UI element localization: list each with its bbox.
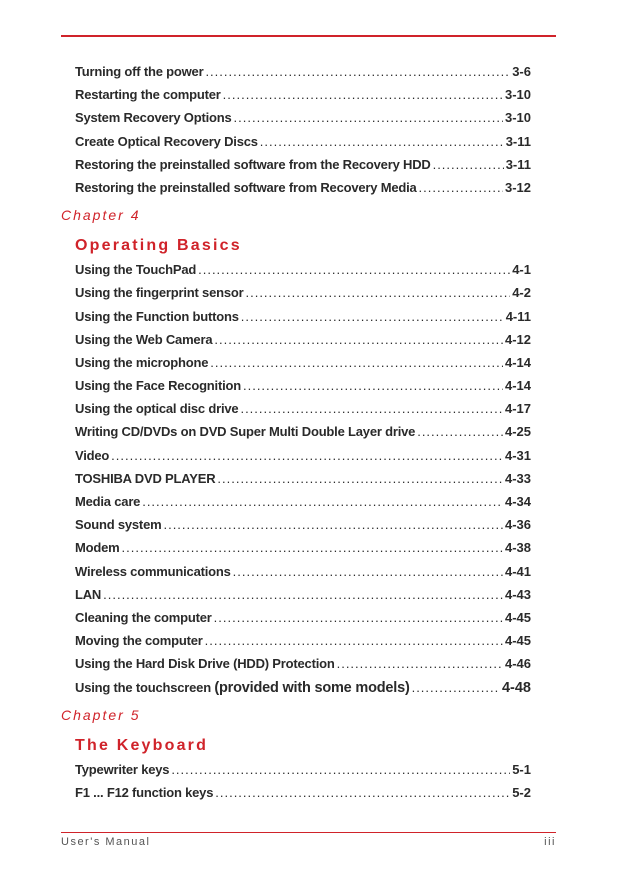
- toc-entry-page: 3-11: [505, 156, 531, 172]
- toc-entry-page: 4-11: [505, 308, 531, 324]
- table-of-contents: [61, 60, 531, 804]
- toc-entry[interactable]: [61, 397, 531, 420]
- leader-dots: [245, 281, 510, 304]
- toc-entry-title: Restoring the preinstalled software from the Recovery HDD: [75, 156, 431, 172]
- toc-entry-title: TOSHIBA DVD PLAYER: [75, 470, 216, 486]
- toc-entry-page: 4-41: [504, 563, 531, 579]
- toc-entry-title: Moving the computer: [75, 633, 203, 649]
- toc-entry[interactable]: [61, 490, 531, 513]
- toc-entry-page: 4-43: [504, 586, 531, 602]
- toc-entry[interactable]: [61, 60, 531, 83]
- toc-entry-page: 3-6: [512, 64, 531, 79]
- toc-entry-title: Turning off the power: [75, 64, 204, 79]
- toc-entry[interactable]: [61, 513, 531, 536]
- toc-entry-title: Restoring the preinstalled software from Recovery Media: [75, 179, 417, 195]
- toc-entry-title: Using the Face Recognition: [75, 378, 241, 394]
- leader-dots: [210, 351, 503, 374]
- toc-entry-title: Using the Web Camera: [75, 331, 213, 347]
- toc-entry-page: 5-1: [512, 761, 531, 777]
- toc-entry[interactable]: [61, 153, 531, 176]
- toc-entry[interactable]: [61, 560, 531, 583]
- leader-dots: [417, 420, 503, 443]
- toc-entry[interactable]: [61, 130, 531, 153]
- chapter-title[interactable]: Operating Basics: [75, 237, 242, 255]
- toc-entry-page: 4-14: [504, 354, 531, 370]
- toc-entry-title: Cleaning the computer: [75, 609, 212, 625]
- toc-entry-page: 4-31: [504, 447, 531, 463]
- toc-entry-page: 4-38: [504, 540, 531, 556]
- toc-entry-title: Media care: [75, 494, 141, 509]
- toc-entry-page: 4-34: [504, 494, 531, 509]
- toc-entry-title: Using the TouchPad: [75, 262, 197, 278]
- toc-entry-title: Create Optical Recovery Discs: [75, 133, 258, 149]
- toc-entry-page: 3-10: [504, 110, 531, 126]
- toc-entry-page: 3-10: [504, 87, 531, 103]
- toc-entry-title: Using the fingerprint sensor: [75, 285, 244, 301]
- toc-entry-page: 4-1: [512, 262, 531, 278]
- toc-entry[interactable]: [61, 351, 531, 374]
- toc-entry-title: Using the microphone: [75, 354, 209, 370]
- toc-entry-title: Sound system: [75, 517, 162, 533]
- toc-entry[interactable]: [61, 83, 531, 106]
- toc-entry-title: Typewriter keys: [75, 761, 170, 777]
- toc-group-chapter3: [61, 60, 531, 199]
- page-footer: [61, 832, 556, 848]
- toc-entry-page: 5-2: [512, 784, 531, 800]
- chapter-label: Chapter 5: [61, 706, 141, 723]
- toc-entry-page: 4-45: [504, 609, 531, 625]
- toc-entry-title: System Recovery Options: [75, 110, 232, 126]
- leader-dots: [122, 536, 503, 559]
- toc-entry[interactable]: [61, 305, 531, 328]
- chapter-title[interactable]: The Keyboard: [75, 736, 209, 754]
- toc-entry[interactable]: [61, 467, 531, 490]
- toc-entry-page: 4-12: [504, 331, 531, 347]
- toc-entry[interactable]: [61, 420, 531, 443]
- toc-entry[interactable]: [61, 328, 531, 351]
- toc-entry[interactable]: [61, 536, 531, 559]
- toc-entry[interactable]: [61, 444, 531, 467]
- toc-entry-title: Restarting the computer: [75, 87, 221, 103]
- toc-entry[interactable]: [61, 583, 531, 606]
- toc-entry[interactable]: [61, 758, 531, 781]
- toc-entry-page: 4-36: [504, 517, 531, 533]
- toc-entry-title-end: (provided with some models): [214, 679, 410, 696]
- toc-entry-page: 4-46: [504, 656, 531, 672]
- toc-entry[interactable]: [61, 374, 531, 397]
- toc-entry-page: 4-2: [512, 285, 531, 301]
- toc-entry-page: 3-11: [505, 133, 531, 149]
- toc-entry-title: Using the Function buttons: [75, 308, 239, 324]
- toc-entry[interactable]: [61, 676, 531, 699]
- toc-entry-title-start: Using the touchscreen: [75, 679, 211, 695]
- toc-entry-title: LAN: [75, 586, 102, 602]
- leader-dots: [223, 83, 503, 106]
- toc-entry-title: Using the optical disc drive: [75, 401, 239, 417]
- leader-dots: [412, 676, 500, 699]
- leader-dots: [163, 513, 503, 536]
- leader-dots: [233, 560, 503, 583]
- leader-dots: [171, 758, 510, 781]
- leader-dots: [260, 130, 504, 153]
- header-rule: [61, 35, 556, 37]
- toc-entry[interactable]: [61, 258, 531, 281]
- toc-entry-title: Modem: [75, 540, 120, 556]
- leader-dots: [243, 374, 503, 397]
- leader-dots: [240, 397, 503, 420]
- footer-page-number: iii: [544, 836, 556, 848]
- leader-dots: [111, 444, 503, 467]
- toc-entry[interactable]: [61, 176, 531, 199]
- toc-entry[interactable]: [61, 281, 531, 304]
- toc-entry-page: 4-33: [504, 470, 531, 486]
- toc-entry[interactable]: [61, 106, 531, 129]
- chapter-label: Chapter 4: [61, 207, 141, 224]
- toc-entry-page: 4-17: [504, 401, 531, 417]
- toc-entry[interactable]: [61, 606, 531, 629]
- toc-entry[interactable]: [61, 629, 531, 652]
- toc-entry-title: F1 ... F12 function keys: [75, 784, 214, 800]
- leader-dots: [214, 606, 503, 629]
- toc-entry-title: Wireless communications: [75, 563, 231, 579]
- leader-dots: [217, 467, 503, 490]
- footer-manual-title: User's Manual: [61, 836, 151, 848]
- leader-dots: [205, 629, 503, 652]
- leader-dots: [215, 781, 510, 804]
- toc-group-chapter5: [61, 758, 531, 804]
- toc-entry-title: [75, 676, 410, 700]
- leader-dots: [142, 490, 503, 513]
- leader-dots: [337, 652, 503, 675]
- toc-entry-title: Writing CD/DVDs on DVD Super Multi Double Layer drive: [75, 424, 416, 440]
- leader-dots: [433, 153, 504, 176]
- toc-entry-page: 4-48: [501, 679, 531, 696]
- leader-dots: [205, 60, 510, 83]
- leader-dots: [214, 328, 503, 351]
- toc-entry-page: 4-45: [504, 633, 531, 649]
- toc-entry-title: Using the Hard Disk Drive (HDD) Protection: [75, 656, 335, 672]
- leader-dots: [419, 176, 503, 199]
- leader-dots: [103, 583, 503, 606]
- toc-group-chapter4: [61, 258, 531, 699]
- toc-entry[interactable]: [61, 781, 531, 804]
- leader-dots: [241, 305, 504, 328]
- toc-entry-page: 3-12: [504, 179, 531, 195]
- leader-dots: [198, 258, 510, 281]
- toc-entry-page: 4-25: [504, 424, 531, 440]
- toc-entry-page: 4-14: [504, 378, 531, 394]
- leader-dots: [234, 106, 503, 129]
- toc-entry-title: Video: [75, 447, 110, 463]
- toc-entry[interactable]: [61, 652, 531, 675]
